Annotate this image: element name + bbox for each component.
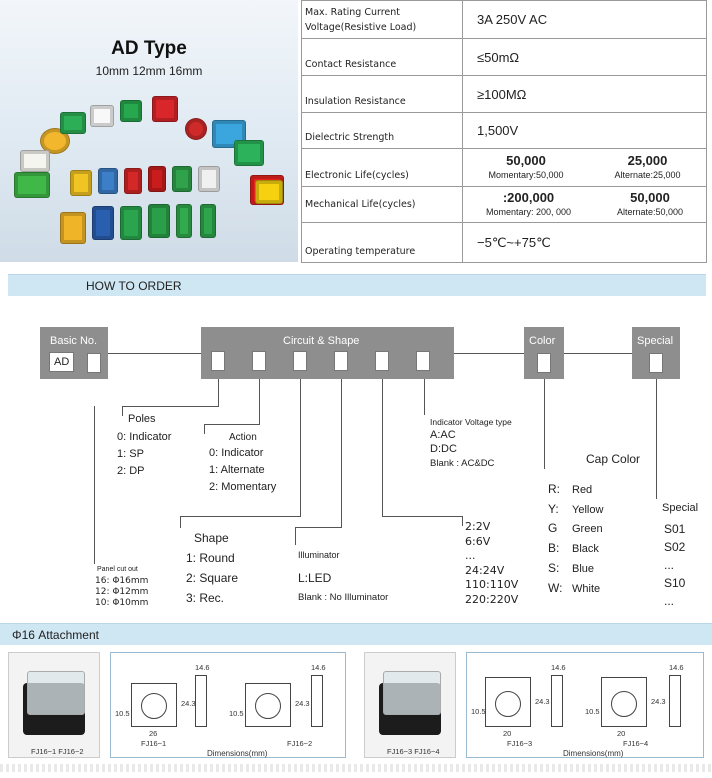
list-item: D:DC (430, 443, 457, 455)
spec-key: Electronic Life(cycles) (302, 149, 463, 187)
panel-list (95, 576, 148, 609)
attachment-photo-1 (8, 652, 100, 758)
indicator-title: Indicator Voltage type (430, 417, 512, 427)
dim-10-5: 10.5 (471, 707, 486, 716)
electronic-b-sub: Alternate:25,000 (614, 169, 681, 180)
list-item: S: Blue (548, 560, 595, 575)
connector-line (454, 353, 524, 354)
slot-poles (211, 351, 225, 371)
basic-no-label: Basic No. (50, 335, 98, 347)
dim-24-3: 24.3 (181, 699, 196, 708)
list-item: 6:6V (465, 534, 491, 548)
poles-title: Poles (128, 413, 156, 425)
list-item: 1: Round (186, 551, 235, 565)
illuminator-title: Illuminator (298, 550, 340, 560)
list-item: R: Red (548, 482, 593, 496)
spec-value (463, 187, 707, 223)
mechanical-a: :200,000 (502, 189, 555, 205)
slot-indicator (416, 351, 430, 371)
spec-row-mechanical (302, 187, 707, 223)
spec-key: Operating temperature (302, 223, 463, 263)
spec-table (301, 0, 707, 263)
list-item: S10 (664, 576, 686, 590)
spec-row-electronic (302, 149, 707, 187)
mechanical-b: 50,000 (630, 189, 670, 205)
spec-key: Insulation Resistance (302, 76, 463, 113)
list-item: B: Black (548, 541, 599, 556)
dim-24-3: 24.3 (535, 697, 550, 706)
spec-key: Mechanical Life(cycles) (302, 187, 463, 223)
dim-10-5: 10.5 (585, 707, 600, 716)
dim-24-3: 24.3 (295, 699, 310, 708)
panel-title: Panel cut out (97, 566, 138, 573)
circuit-shape-label: Circuit & Shape (283, 335, 360, 347)
fj16-4-label: FJ16−4 (623, 739, 649, 748)
dim-14-6: 14.6 (311, 663, 326, 672)
list-item: 24:24V (465, 563, 505, 577)
spec-value: −5℃~+75℃ (463, 223, 707, 263)
dim-10-5: 10.5 (229, 709, 244, 718)
mechanical-a-sub: Momentary: 200, 000 (485, 206, 572, 217)
spec-value (463, 149, 707, 187)
basic-slot (87, 353, 101, 373)
slot-shape (293, 351, 307, 371)
dim-10-5: 10.5 (115, 709, 130, 718)
list-item: 220:220V (465, 592, 519, 606)
spec-value: 3A 250V AC (463, 1, 707, 39)
indicator-blank: Blank : AC&DC (430, 458, 495, 469)
product-title: AD Type (111, 38, 187, 59)
electronic-b: 25,000 (627, 152, 668, 168)
mechanical-b-sub: Alternate:50,000 (616, 206, 684, 217)
dimensions-caption: Dimensions(mm) (563, 749, 624, 758)
color-box (524, 327, 564, 379)
voltage-list (465, 520, 518, 607)
electronic-a-sub: Momentary:50,000 (488, 169, 564, 180)
spec-row-dielectric (302, 113, 707, 149)
spec-row-contact (302, 39, 707, 76)
spec-row-rating (302, 1, 707, 39)
indicator-list (430, 428, 457, 456)
list-item: 12: Φ12mm (95, 587, 149, 597)
dim-20: 20 (617, 729, 626, 738)
list-item: 3: Rec. (186, 591, 225, 605)
action-list (209, 445, 276, 496)
list-item: Y: Yellow (548, 501, 604, 516)
list-item: 0: Indicator (209, 447, 264, 459)
list-item: ... (664, 594, 675, 608)
spec-row-insulation (302, 76, 707, 113)
connector-line (108, 353, 201, 354)
slot-color (537, 353, 551, 373)
poles-list (117, 429, 171, 480)
list-item: 2: Momentary (209, 481, 277, 493)
slot-voltage (375, 351, 389, 371)
list-item: 2: DP (117, 465, 145, 477)
how-to-order-heading: HOW TO ORDER (86, 279, 182, 293)
list-item: 16: Φ16mm (95, 576, 149, 586)
dimensions-caption: Dimensions(mm) (207, 749, 268, 758)
basic-code: AD (49, 352, 74, 372)
special-box (632, 327, 680, 379)
special-list (664, 520, 685, 610)
photo-2-caption: FJ16−3 FJ16−4 (387, 747, 440, 756)
spec-key: Max. Rating Current Voltage(Resistive Load) (302, 1, 463, 39)
illuminator-led: L:LED (298, 571, 332, 585)
list-item: W: White (548, 580, 601, 595)
dimension-drawing-2 (466, 652, 704, 758)
list-item: 110:110V (465, 578, 519, 591)
attachment-band (0, 623, 712, 645)
circuit-shape-box (201, 327, 454, 379)
product-sizes: 10mm 12mm 16mm (95, 64, 203, 78)
spec-key: Dielectric Strength (302, 113, 463, 149)
connector-line (564, 353, 632, 354)
color-label: Color (529, 335, 556, 347)
fj16-1-label: FJ16−1 (141, 739, 167, 748)
illuminator-blank: Blank : No Illuminator (298, 592, 389, 603)
fj16-2-label: FJ16−2 (287, 739, 313, 748)
list-item: 0: Indicator (117, 431, 172, 443)
shape-list (186, 548, 238, 608)
dim-20: 20 (503, 729, 512, 738)
how-to-order-band (8, 274, 706, 296)
list-item: 1: Alternate (209, 464, 265, 476)
list-item: 2:2V (465, 520, 491, 533)
list-item: S01 (664, 522, 686, 536)
list-item: ... (664, 558, 675, 572)
spec-row-temp (302, 223, 707, 263)
product-photo (0, 0, 298, 262)
list-item: S02 (664, 540, 686, 554)
basic-no-box (40, 327, 108, 379)
dim-14-6: 14.6 (551, 663, 566, 672)
dim-24-3: 24.3 (651, 697, 666, 706)
dim-26: 26 (149, 729, 158, 738)
list-item: 10: Φ10mm (95, 598, 149, 608)
cap-color-list (548, 480, 603, 598)
photo-1-caption: FJ16−1 FJ16−2 (31, 747, 84, 756)
dim-14-6: 14.6 (669, 663, 684, 672)
dim-14-6: 14.6 (195, 663, 210, 672)
slot-action (252, 351, 266, 371)
bottom-edge (0, 764, 712, 772)
fj16-3-label: FJ16−3 (507, 739, 533, 748)
special-label: Special (637, 335, 674, 347)
list-item: 1: SP (117, 448, 144, 460)
dimension-drawing-1 (110, 652, 346, 758)
list-item: A:AC (430, 429, 456, 441)
list-item: 2: Square (186, 571, 239, 585)
cap-color-title: Cap Color (586, 452, 641, 466)
attachment-photo-2 (364, 652, 456, 758)
spec-value: ≤50mΩ (463, 39, 707, 76)
electronic-a: 50,000 (506, 152, 546, 168)
action-title: Action (229, 432, 257, 443)
attachment-heading: Φ16 Attachment (12, 628, 99, 642)
list-item: G Green (548, 521, 603, 536)
shape-title: Shape (194, 531, 229, 545)
list-item: ... (465, 549, 476, 562)
slot-illuminator (334, 351, 348, 371)
spec-value: 1,500V (463, 113, 707, 149)
spec-key: Contact Resistance (302, 39, 463, 76)
special-title: Special (662, 502, 699, 514)
slot-special (649, 353, 663, 373)
spec-value: ≥100MΩ (463, 76, 707, 113)
